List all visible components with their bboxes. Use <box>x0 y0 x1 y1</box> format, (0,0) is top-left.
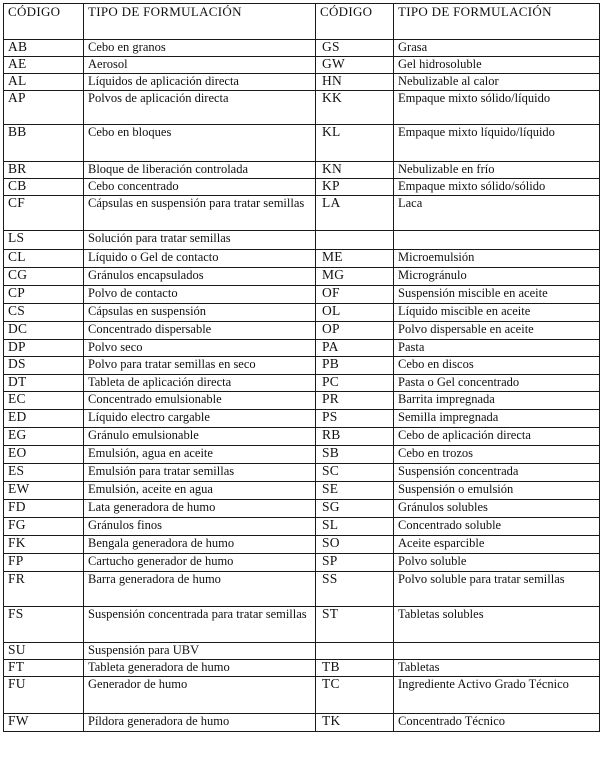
code-right-cell: TK <box>316 714 394 732</box>
table-row <box>4 179 600 196</box>
table-row <box>4 375 600 392</box>
formulation-right-cell: Grasa <box>394 40 600 57</box>
formulation-right-cell: Polvo dispersable en aceite <box>394 322 600 340</box>
formulation-left-cell: Bengala generadora de humo <box>84 536 316 554</box>
code-left-cell: BB <box>4 125 84 162</box>
table-row <box>4 392 600 410</box>
header-formulation-right: TIPO DE FORMULACIÓN <box>394 4 600 40</box>
formulation-right-cell: Pasta <box>394 340 600 357</box>
formulation-right-cell: Concentrado Técnico <box>394 714 600 732</box>
formulation-left-cell: Barra generadora de humo <box>84 572 316 607</box>
code-right-cell: KN <box>316 162 394 179</box>
table-row <box>4 677 600 714</box>
code-left-cell: FU <box>4 677 84 714</box>
formulation-right-cell: Suspensión miscible en aceite <box>394 286 600 304</box>
code-right-cell: GW <box>316 57 394 74</box>
formulation-right-cell: Tabletas <box>394 660 600 677</box>
code-left-cell: FP <box>4 554 84 572</box>
formulation-left-cell: Generador de humo <box>84 677 316 714</box>
formulation-left-cell: Concentrado dispersable <box>84 322 316 340</box>
code-left-cell: FK <box>4 536 84 554</box>
table-row <box>4 572 600 607</box>
formulation-left-cell: Emulsión, agua en aceite <box>84 446 316 464</box>
code-right-cell: LA <box>316 196 394 231</box>
code-left-cell: FR <box>4 572 84 607</box>
code-left-cell: ED <box>4 410 84 428</box>
code-right-cell: SL <box>316 518 394 536</box>
code-right-cell: GS <box>316 40 394 57</box>
formulation-right-cell <box>394 643 600 660</box>
formulation-left-cell: Polvo para tratar semillas en seco <box>84 357 316 375</box>
table-row <box>4 446 600 464</box>
formulation-right-cell: Cebo en trozos <box>394 446 600 464</box>
code-right-cell: OF <box>316 286 394 304</box>
formulation-left-cell: Tableta de aplicación directa <box>84 375 316 392</box>
table-row <box>4 304 600 322</box>
code-right-cell: TB <box>316 660 394 677</box>
formulation-right-cell: Polvo soluble <box>394 554 600 572</box>
formulation-right-cell: Gránulos solubles <box>394 500 600 518</box>
table-row <box>4 196 600 231</box>
code-left-cell: SU <box>4 643 84 660</box>
code-left-cell: DS <box>4 357 84 375</box>
code-right-cell: MG <box>316 268 394 286</box>
header-formulation-left: TIPO DE FORMULACIÓN <box>84 4 316 40</box>
code-right-cell: SC <box>316 464 394 482</box>
table-row <box>4 57 600 74</box>
code-right-cell: PB <box>316 357 394 375</box>
code-left-cell: DC <box>4 322 84 340</box>
code-left-cell: CL <box>4 250 84 268</box>
header-code-left: CÓDIGO <box>4 4 84 40</box>
formulation-left-cell: Cebo en granos <box>84 40 316 57</box>
formulation-left-cell: Líquido o Gel de contacto <box>84 250 316 268</box>
formulation-left-cell: Cebo concentrado <box>84 179 316 196</box>
code-right-cell: SE <box>316 482 394 500</box>
code-left-cell: FG <box>4 518 84 536</box>
code-right-cell <box>316 643 394 660</box>
formulation-right-cell: Ingrediente Activo Grado Técnico <box>394 677 600 714</box>
code-left-cell: EG <box>4 428 84 446</box>
formulation-left-cell: Lata generadora de humo <box>84 500 316 518</box>
formulation-left-cell: Tableta generadora de humo <box>84 660 316 677</box>
code-left-cell: CF <box>4 196 84 231</box>
table-row <box>4 340 600 357</box>
formulation-left-cell: Solución para tratar semillas <box>84 231 316 250</box>
formulation-right-cell: Microgránulo <box>394 268 600 286</box>
table-row <box>4 482 600 500</box>
formulation-left-cell: Suspensión concentrada para tratar semillas <box>84 607 316 643</box>
code-right-cell: SS <box>316 572 394 607</box>
formulation-left-cell: Emulsión para tratar semillas <box>84 464 316 482</box>
formulation-right-cell: Suspensión concentrada <box>394 464 600 482</box>
formulation-left-cell: Suspensión para UBV <box>84 643 316 660</box>
table-row <box>4 125 600 162</box>
code-left-cell: EW <box>4 482 84 500</box>
table-row <box>4 268 600 286</box>
code-left-cell: BR <box>4 162 84 179</box>
code-right-cell: HN <box>316 74 394 91</box>
code-right-cell: KL <box>316 125 394 162</box>
formulation-left-cell: Aerosol <box>84 57 316 74</box>
code-left-cell: AE <box>4 57 84 74</box>
formulation-left-cell: Cartucho generador de humo <box>84 554 316 572</box>
table-row <box>4 428 600 446</box>
header-code-right: CÓDIGO <box>316 4 394 40</box>
formulation-left-cell: Gránulo emulsionable <box>84 428 316 446</box>
formulation-right-cell: Barrita impregnada <box>394 392 600 410</box>
formulation-right-cell <box>394 231 600 250</box>
formulation-right-cell: Gel hidrosoluble <box>394 57 600 74</box>
formulation-left-cell: Concentrado emulsionable <box>84 392 316 410</box>
formulation-right-cell: Empaque mixto sólido/sólido <box>394 179 600 196</box>
code-right-cell: KP <box>316 179 394 196</box>
table-row <box>4 714 600 732</box>
formulation-right-cell: Concentrado soluble <box>394 518 600 536</box>
formulation-left-cell: Polvo de contacto <box>84 286 316 304</box>
code-right-cell: PR <box>316 392 394 410</box>
code-left-cell: ES <box>4 464 84 482</box>
table-row <box>4 162 600 179</box>
table-row <box>4 518 600 536</box>
formulation-right-cell: Empaque mixto líquido/líquido <box>394 125 600 162</box>
code-right-cell: TC <box>316 677 394 714</box>
code-left-cell: AL <box>4 74 84 91</box>
table-row <box>4 643 600 660</box>
code-right-cell: RB <box>316 428 394 446</box>
formulation-right-cell: Microemulsión <box>394 250 600 268</box>
code-right-cell: KK <box>316 91 394 125</box>
formulation-codes-table <box>3 3 600 732</box>
code-left-cell: LS <box>4 231 84 250</box>
code-right-cell: SG <box>316 500 394 518</box>
code-right-cell: OP <box>316 322 394 340</box>
formulation-right-cell: Pasta o Gel concentrado <box>394 375 600 392</box>
code-right-cell: PS <box>316 410 394 428</box>
formulation-left-cell: Cápsulas en suspensión <box>84 304 316 322</box>
code-left-cell: FD <box>4 500 84 518</box>
code-right-cell: SO <box>316 536 394 554</box>
code-right-cell <box>316 231 394 250</box>
formulation-right-cell: Cebo de aplicación directa <box>394 428 600 446</box>
formulation-right-cell: Tabletas solubles <box>394 607 600 643</box>
table-row <box>4 410 600 428</box>
table-row <box>4 322 600 340</box>
formulation-left-cell: Polvo seco <box>84 340 316 357</box>
table-row <box>4 286 600 304</box>
formulation-right-cell: Nebulizable al calor <box>394 74 600 91</box>
formulation-left-cell: Bloque de liberación controlada <box>84 162 316 179</box>
formulation-left-cell: Cápsulas en suspensión para tratar semillas <box>84 196 316 231</box>
code-left-cell: FW <box>4 714 84 732</box>
formulation-left-cell: Líquido electro cargable <box>84 410 316 428</box>
table-row <box>4 536 600 554</box>
code-left-cell: DT <box>4 375 84 392</box>
code-left-cell: DP <box>4 340 84 357</box>
code-right-cell: PC <box>316 375 394 392</box>
formulation-right-cell: Aceite esparcible <box>394 536 600 554</box>
formulation-right-cell: Cebo en discos <box>394 357 600 375</box>
code-right-cell: ME <box>316 250 394 268</box>
formulation-left-cell: Polvos de aplicación directa <box>84 91 316 125</box>
formulation-left-cell: Píldora generadora de humo <box>84 714 316 732</box>
code-left-cell: CP <box>4 286 84 304</box>
code-right-cell: SB <box>316 446 394 464</box>
code-left-cell: EC <box>4 392 84 410</box>
code-left-cell: AP <box>4 91 84 125</box>
table-row <box>4 607 600 643</box>
header-row <box>4 4 600 40</box>
formulation-left-cell: Gránulos finos <box>84 518 316 536</box>
formulation-right-cell: Polvo soluble para tratar semillas <box>394 572 600 607</box>
table-row <box>4 554 600 572</box>
formulation-right-cell: Líquido miscible en aceite <box>394 304 600 322</box>
formulation-left-cell: Emulsión, aceite en agua <box>84 482 316 500</box>
code-right-cell: SP <box>316 554 394 572</box>
code-left-cell: FS <box>4 607 84 643</box>
table-row <box>4 250 600 268</box>
formulation-right-cell: Nebulizable en frío <box>394 162 600 179</box>
formulation-right-cell: Semilla impregnada <box>394 410 600 428</box>
formulation-right-cell: Empaque mixto sólido/líquido <box>394 91 600 125</box>
table-row <box>4 74 600 91</box>
table-row <box>4 40 600 57</box>
table-row <box>4 91 600 125</box>
table-row <box>4 500 600 518</box>
code-left-cell: AB <box>4 40 84 57</box>
table-row <box>4 357 600 375</box>
code-right-cell: OL <box>316 304 394 322</box>
formulation-left-cell: Cebo en bloques <box>84 125 316 162</box>
code-right-cell: ST <box>316 607 394 643</box>
code-right-cell: PA <box>316 340 394 357</box>
code-left-cell: CS <box>4 304 84 322</box>
table-row <box>4 464 600 482</box>
code-left-cell: EO <box>4 446 84 464</box>
code-left-cell: CG <box>4 268 84 286</box>
formulation-right-cell: Suspensión o emulsión <box>394 482 600 500</box>
formulation-left-cell: Gránulos encapsulados <box>84 268 316 286</box>
code-left-cell: FT <box>4 660 84 677</box>
formulation-left-cell: Líquidos de aplicación directa <box>84 74 316 91</box>
code-left-cell: CB <box>4 179 84 196</box>
table-row <box>4 231 600 250</box>
table-row <box>4 660 600 677</box>
formulation-right-cell: Laca <box>394 196 600 231</box>
